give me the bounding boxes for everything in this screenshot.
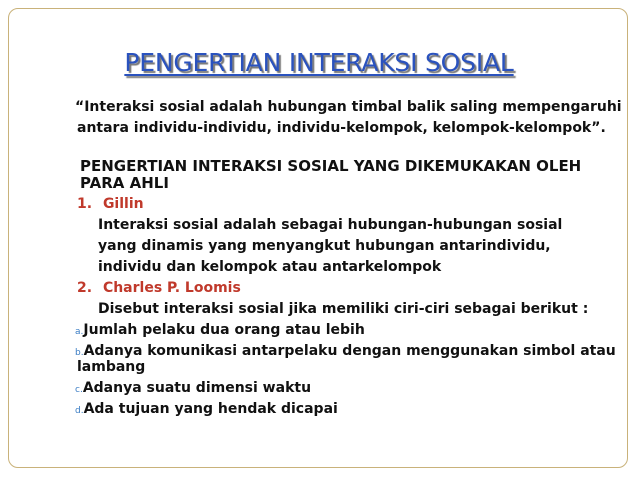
criteria-letter-c: c. — [75, 385, 83, 395]
criteria-text-a: Jumlah pelaku dua orang atau lebih — [83, 322, 365, 338]
slide-title: PENGERTIAN INTERAKSI SOSIAL — [124, 48, 514, 77]
criteria-item-d — [75, 401, 338, 420]
expert-1-number: 1. — [77, 196, 93, 212]
expert-2-name: Charles P. Loomis — [102, 280, 241, 296]
criteria-item-a — [75, 322, 365, 341]
expert-1-header — [77, 196, 144, 213]
expert-2-number: 2. — [77, 280, 93, 296]
expert-1-line-1: Interaksi sosial adalah sebagai hubungan-hubungan sosial — [98, 217, 563, 233]
criteria-letter-a: a. — [75, 327, 84, 337]
criteria-letter-b: b. — [75, 348, 84, 358]
criteria-text-d: Ada tujuan yang hendak dicapai — [83, 401, 338, 417]
heading-line-2: PARA AHLI — [80, 174, 169, 192]
criteria-text-c: Adanya suatu dimensi waktu — [82, 380, 312, 396]
expert-1-line-3: individu dan kelompok atau antarkelompok — [98, 259, 442, 275]
criteria-item-b-cont: lambang — [77, 359, 146, 375]
heading-line-1: PENGERTIAN INTERAKSI SOSIAL YANG DIKEMUKAKAN OLEH — [80, 157, 582, 175]
expert-2-header — [77, 280, 241, 297]
criteria-text-b: Adanya komunikasi antarpelaku dengan menggunakan simbol atau — [83, 343, 616, 359]
quote-line-1: “Interaksi sosial adalah hubungan timbal balik saling mempengaruhi — [75, 99, 622, 115]
quote-line-2: antara individu-individu, individu-kelompok, kelompok-kelompok”. — [77, 120, 606, 136]
criteria-item-b — [75, 343, 616, 362]
criteria-item-c — [75, 380, 311, 399]
expert-2-line-1: Disebut interaksi sosial jika memiliki ciri-ciri sebagai berikut : — [98, 301, 589, 317]
expert-1-name: Gillin — [102, 196, 144, 212]
expert-1-line-2: yang dinamis yang menyangkut hubungan antarindividu, — [98, 238, 551, 254]
criteria-letter-d: d. — [75, 406, 84, 416]
